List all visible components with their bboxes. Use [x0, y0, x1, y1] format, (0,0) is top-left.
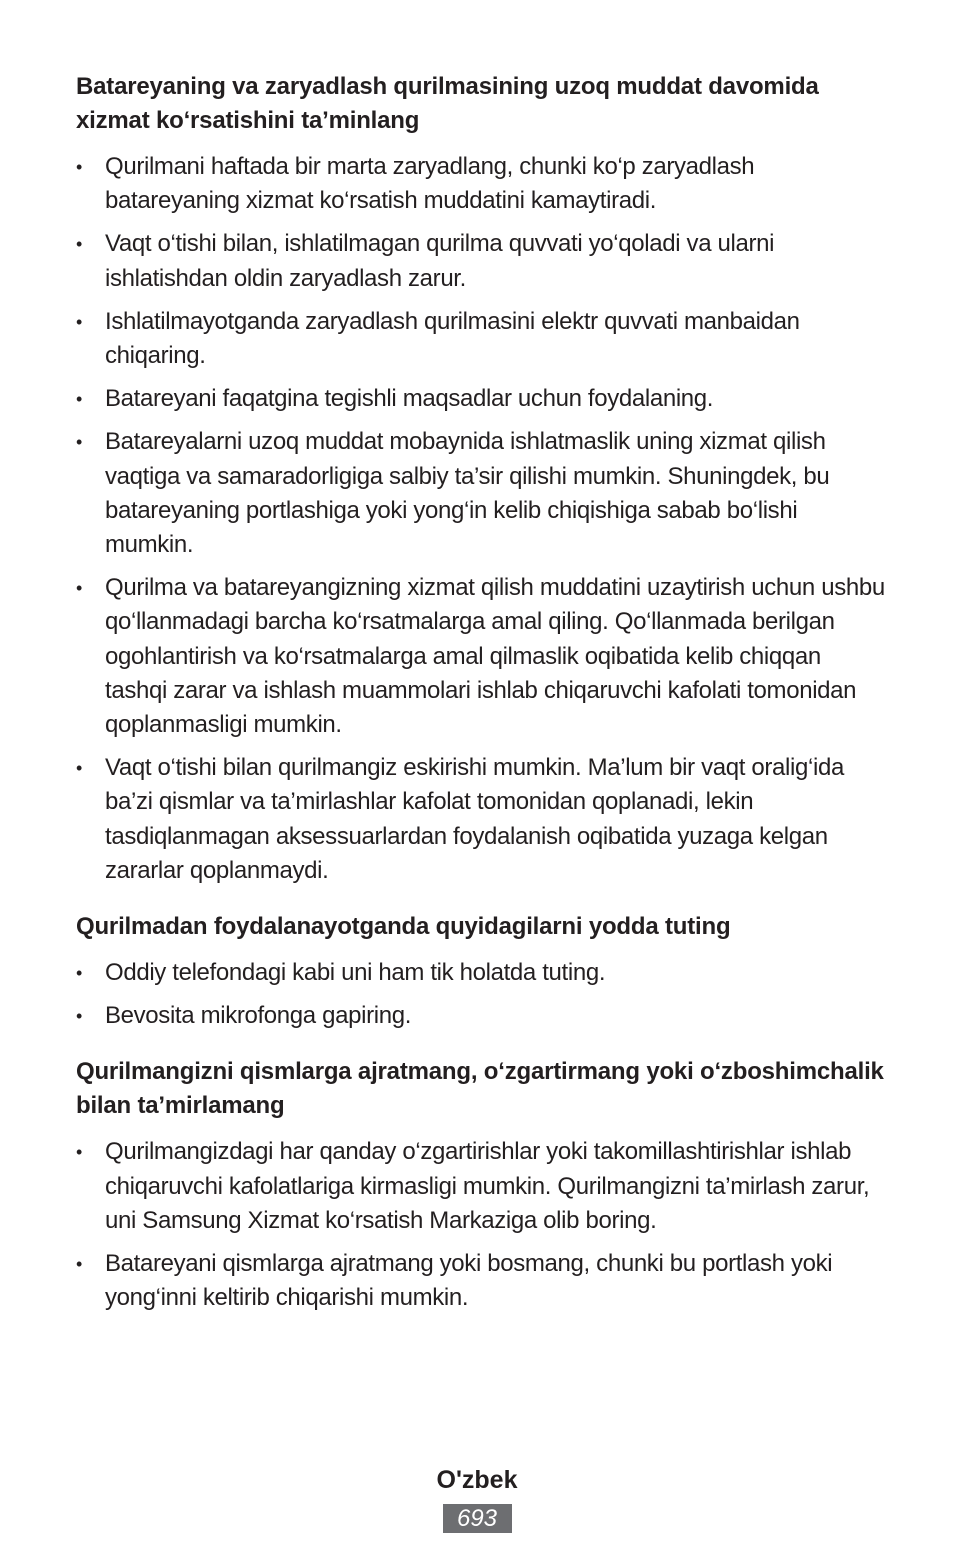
bullet-list: [76, 1135, 886, 1315]
list-item: [76, 227, 886, 295]
manual-page: [76, 70, 886, 1337]
list-item-text: Batareyani faqatgina tegishli maqsadlar uchun foydalaning.: [105, 385, 714, 413]
list-item-text: Ishlatilmayotganda zaryadlash qurilmasini elektr quvvati manbaidan chiqaring.: [105, 307, 800, 370]
list-item-text: Vaqt o‘tishi bilan qurilmangiz eskirishi mumkin. Ma’lum bir vaqt oralig‘ida ba’zi qismlar va ta’mirlashlar kafolat tomonidan qoplanadi, lekin tasdiqlanmagan aksessuarlardan foydalanish oqibatida yuzaga kelgan zararlar qoplanmaydi.: [105, 754, 844, 884]
list-item: [76, 1247, 886, 1315]
bullet-list: [76, 150, 886, 888]
section-no-disassembly: [76, 1055, 886, 1315]
bullet-icon: •: [76, 578, 82, 599]
section-heading: Qurilmadan foydalanayotganda quyidagilarni yodda tuting: [76, 913, 731, 941]
list-item-text: Qurilma va batareyangizning xizmat qilish muddatini uzaytirish uchun ushbu qo‘llanmadagi barcha ko‘rsatmalarga amal qiling. Qo‘llanmada berilgan ogohlantirish va ko‘rsatmalarga amal qilmaslik oqibatida kelib chiqqan tashqi zarar va ishlash muammolari ishlab chiqaruvchi kafolati tomonidan qoplanmasligi mumkin.: [105, 574, 885, 739]
page-footer: [0, 1462, 954, 1533]
bullet-icon: •: [76, 1142, 82, 1163]
list-item-text: Bevosita mikrofonga gapiring.: [105, 1002, 412, 1030]
section-usage-tips: [76, 910, 886, 1033]
list-item-text: Oddiy telefondagi kabi uni ham tik holatda tuting.: [105, 959, 606, 987]
section-battery-longevity: [76, 70, 886, 888]
section-heading: Qurilmangizni qismlarga ajratmang, o‘zgartirmang yoki o‘zboshimchalik bilan ta’mirlamang: [76, 1058, 884, 1120]
bullet-icon: •: [76, 234, 82, 255]
list-item: [76, 571, 886, 742]
bullet-icon: •: [76, 758, 82, 779]
list-item: [76, 1135, 886, 1238]
bullet-list: [76, 956, 886, 1033]
list-item: [76, 150, 886, 218]
bullet-icon: •: [76, 1254, 82, 1275]
list-item-text: Qurilmangizdagi har qanday o‘zgartirishlar yoki takomillashtirishlar ishlab chiqaruvchi kafolatlariga kirmasligi mumkin. Qurilmangizni ta’mirlash zarur, uni Samsung Xizmat ko‘rsatish Markaziga olib boring.: [105, 1138, 870, 1234]
bullet-icon: •: [76, 963, 82, 984]
list-item: [76, 956, 886, 990]
page-number-badge: 693: [443, 1504, 512, 1533]
list-item-text: Qurilmani haftada bir marta zaryadlang, chunki ko‘p zaryadlash batareyaning xizmat ko‘rsatish muddatini kamaytiradi.: [105, 153, 755, 215]
list-item: [76, 999, 886, 1033]
bullet-icon: •: [76, 432, 82, 453]
list-item-text: Batareyalarni uzoq muddat mobaynida ishlatmaslik uning xizmat qilish vaqtiga va samaradorligiga salbiy ta’sir qilishi mumkin. Shuningdek, bu batareyaning portlashiga yoki yong‘in kelib chiqishiga sabab bo‘lishi mumkin.: [105, 428, 830, 559]
bullet-icon: •: [76, 157, 82, 177]
bullet-icon: •: [76, 389, 82, 410]
list-item: [76, 751, 886, 888]
list-item-text: Batareyani qismlarga ajratmang yoki bosmang, chunki bu portlash yoki yong‘inni keltirib chiqarishi mumkin.: [105, 1250, 833, 1312]
list-item: [76, 425, 886, 562]
list-item: [76, 305, 886, 373]
list-item: [76, 382, 886, 416]
section-heading: Batareyaning va zaryadlash qurilmasining uzoq muddat davomida xizmat ko‘rsatishini ta’minlang: [76, 73, 819, 134]
bullet-icon: •: [76, 1006, 82, 1027]
list-item-text: Vaqt o‘tishi bilan, ishlatilmagan qurilma quvvati yo‘qoladi va ularni ishlatishdan oldin zaryadlash zarur.: [105, 230, 775, 292]
footer-language-label: O'zbek: [436, 1466, 518, 1494]
bullet-icon: •: [76, 311, 82, 332]
